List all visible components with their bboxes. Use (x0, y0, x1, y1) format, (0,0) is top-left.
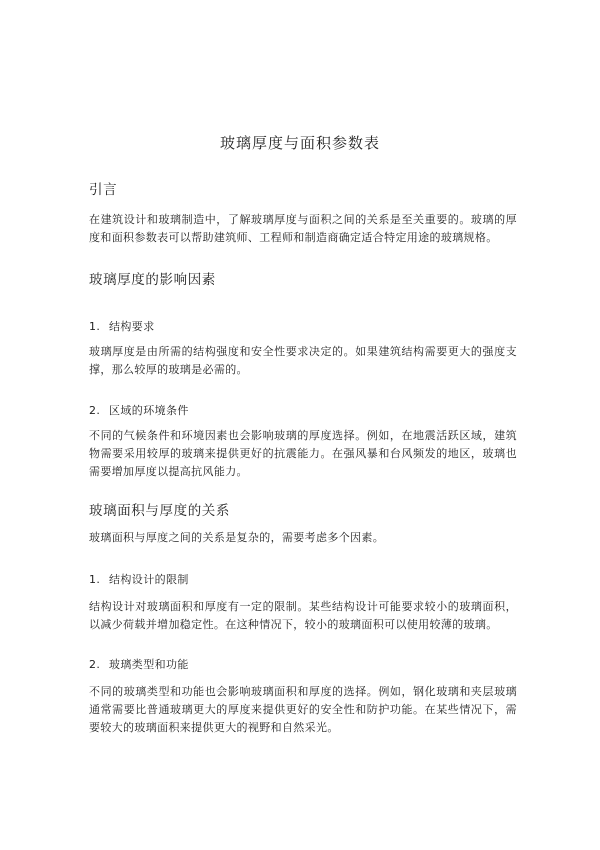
subsection-heading-structural-design-limits (89, 572, 189, 588)
subsection-heading-glass-type-function (89, 657, 189, 673)
subsection-number: 1. (89, 320, 101, 333)
section-heading-introduction: 引言 (89, 182, 118, 198)
subsection-title: 结构设计的限制 (109, 573, 189, 586)
introduction-paragraph: 在建筑设计和玻璃制造中，了解玻璃厚度与面积之间的关系是至关重要的。玻璃的厚度和面积参数表可以帮助建筑师、工程师和制造商确定适合特定用途的玻璃规格。 (89, 213, 517, 244)
section-heading-thickness-factors: 玻璃厚度的影响因素 (89, 272, 216, 288)
subsection-title: 区域的环境条件 (109, 404, 189, 417)
subsection-title: 结构要求 (109, 320, 155, 333)
environmental-conditions-paragraph: 不同的气候条件和环境因素也会影响玻璃的厚度选择。例如，在地震活跃区域，建筑物需要采用较厚的玻璃来提供更好的抗震能力。在强风暴和台风频发的地区，玻璃也需要增加厚度以提高抗风能力。 (89, 429, 517, 478)
glass-type-function-paragraph: 不同的玻璃类型和功能也会影响玻璃面积和厚度的选择。例如，钢化玻璃和夹层玻璃通常需要比普通玻璃更大的厚度来提供更好的安全性和防护功能。在某些情况下，需要较大的玻璃面积来提供更大的视野和自然采光。 (89, 685, 517, 734)
structural-requirements-paragraph: 玻璃厚度是由所需的结构强度和安全性要求决定的。如果建筑结构需要更大的强度支撑，那么较厚的玻璃是必需的。 (89, 345, 517, 376)
section-heading-area-thickness-relation: 玻璃面积与厚度的关系 (89, 503, 230, 519)
subsection-heading-environmental-conditions (89, 403, 189, 419)
subsection-number: 1. (89, 573, 101, 586)
subsection-heading-structural-requirements (89, 319, 155, 335)
subsection-number: 2. (89, 404, 101, 417)
document-title: 玻璃厚度与面积参数表 (219, 134, 380, 152)
subsection-title: 玻璃类型和功能 (109, 658, 189, 671)
subsection-number: 2. (89, 658, 101, 671)
area-thickness-relation-paragraph: 玻璃面积与厚度之间的关系是复杂的，需要考虑多个因素。 (89, 531, 385, 544)
structural-design-limits-paragraph: 结构设计对玻璃面积和厚度有一定的限制。某些结构设计可能要求较小的玻璃面积，以减少荷载并增加稳定性。在这种情况下，较小的玻璃面积可以使用较薄的玻璃。 (89, 600, 517, 631)
